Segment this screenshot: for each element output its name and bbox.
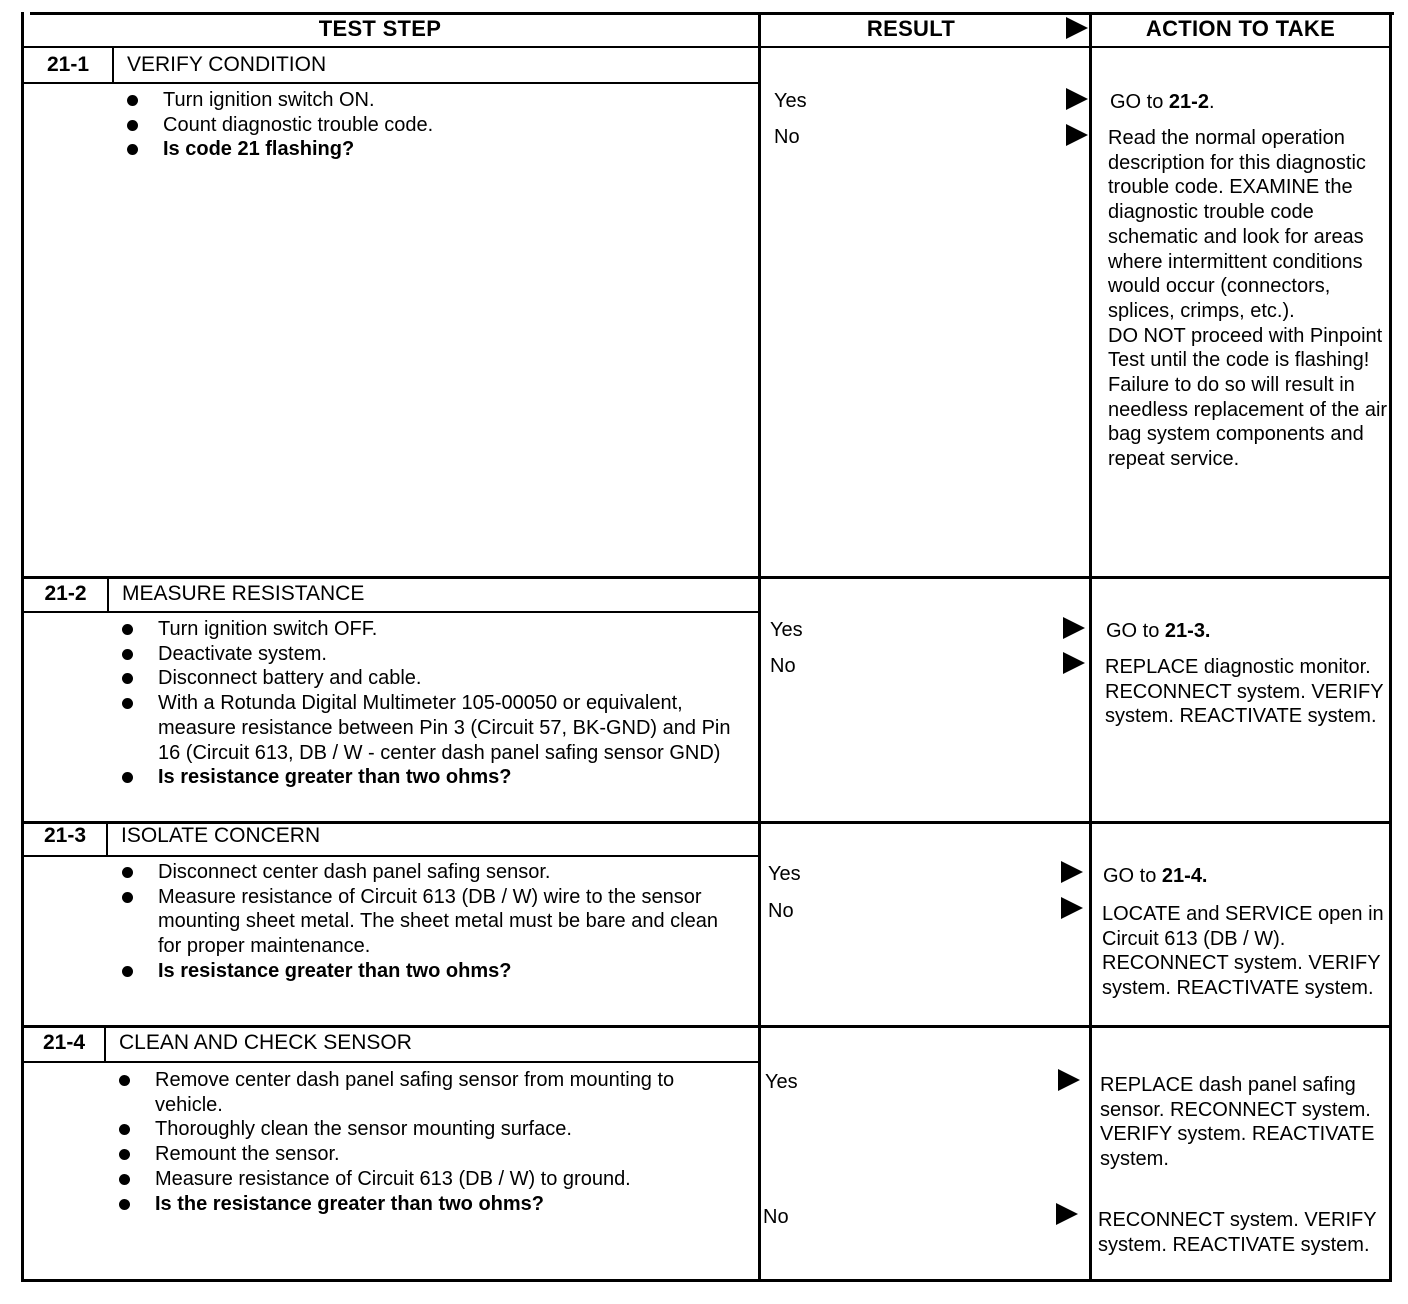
action-yes — [1103, 864, 1385, 889]
step-bullet: Measure resistance of Circuit 613 (DB / W) to ground. — [119, 1167, 689, 1192]
table-border-bottom — [21, 1279, 1392, 1282]
action-yes — [1110, 90, 1392, 115]
step-bullet: Turn ignition switch ON. — [127, 88, 747, 113]
action-no: LOCATE and SERVICE open in Circuit 613 (DB / W). RECONNECT system. VERIFY system. REACTIVATE system. — [1102, 903, 1384, 1000]
step-title-underline — [21, 1061, 759, 1063]
result-yes: Yes — [774, 90, 807, 112]
step-number-divider — [107, 577, 109, 612]
action-no: RECONNECT system. VERIFY system. REACTIVATE system. — [1098, 1209, 1377, 1256]
step-number-divider — [106, 822, 108, 856]
step-question: Is resistance greater than two ohms? — [122, 765, 732, 790]
step-bullet: Deactivate system. — [122, 642, 732, 667]
step-bullet-list — [119, 1068, 689, 1216]
action-text: Read the normal operation description for this diagnostic trouble code. EXAMINE the diagnostic trouble code schematic and look for areas where intermittent conditions would occur (connectors, splices, crimps, etc.). — [1108, 127, 1366, 322]
step-number: 21-4 — [42, 1031, 86, 1054]
step-bullet: Thoroughly clean the sensor mounting surface. — [119, 1117, 689, 1142]
action-warning: DO NOT proceed with Pinpoint Test until the code is flashing! — [1108, 324, 1383, 372]
step-bullet: Measure resistance of Circuit 613 (DB / W) wire to the sensor mounting sheet metal. The sheet metal must be bare and clean for proper maintenance. — [122, 885, 722, 959]
action-text: GO to — [1110, 91, 1169, 113]
step-number: 21-1 — [46, 53, 90, 76]
result-no: No — [763, 1206, 789, 1228]
step-bullet: With a Rotunda Digital Multimeter 105-00050 or equivalent, measure resistance between Pin 3 (Circuit 57, BK-GND) and Pin 16 (Circuit 613, DB / W - center dash panel safing sensor GND) — [122, 691, 732, 765]
step-title: ISOLATE CONCERN — [121, 824, 321, 847]
result-no: No — [774, 126, 800, 148]
arrow-right-icon — [1066, 124, 1088, 146]
step-question: Is resistance greater than two ohms? — [122, 959, 722, 984]
table-border-left — [21, 12, 24, 1282]
step-bullet: Disconnect center dash panel safing sensor. — [122, 860, 722, 885]
column-divider-action — [1089, 12, 1092, 1282]
result-yes: Yes — [765, 1071, 798, 1093]
action-text: GO to — [1103, 865, 1162, 887]
action-yes: REPLACE dash panel safing sensor. RECONNECT system. VERIFY system. REACTIVATE system. — [1100, 1074, 1375, 1171]
step-question: Is code 21 flashing? — [127, 137, 747, 162]
step-question: Is the resistance greater than two ohms? — [119, 1192, 689, 1217]
step-bullet: Remove center dash panel safing sensor from mounting to vehicle. — [119, 1068, 689, 1117]
result-no: No — [770, 655, 796, 677]
step-bullet-list — [127, 88, 747, 162]
step-title-underline — [21, 855, 759, 857]
header-action: ACTION TO TAKE — [1145, 16, 1336, 41]
step-title: CLEAN AND CHECK SENSOR — [119, 1031, 412, 1054]
result-yes: Yes — [770, 619, 803, 641]
header-arrow-icon — [1066, 17, 1088, 39]
result-yes: Yes — [768, 863, 801, 885]
step-title: MEASURE RESISTANCE — [122, 582, 365, 605]
header-result: RESULT — [866, 16, 956, 41]
action-text: GO to — [1106, 620, 1165, 642]
step-bullet: Count diagnostic trouble code. — [127, 113, 747, 138]
step-title-underline — [21, 611, 759, 613]
step-bullet-list — [122, 860, 722, 984]
action-no — [1108, 126, 1390, 472]
step-title-underline — [21, 82, 759, 84]
arrow-right-icon — [1056, 1203, 1078, 1225]
step-number: 21-3 — [43, 824, 87, 847]
step-bullet: Disconnect battery and cable. — [122, 666, 732, 691]
arrow-right-icon — [1061, 861, 1083, 883]
step-reference: 21-4. — [1161, 865, 1208, 887]
action-text: . — [1208, 91, 1215, 113]
step-number-divider — [112, 46, 114, 83]
arrow-right-icon — [1058, 1069, 1080, 1091]
arrow-right-icon — [1066, 88, 1088, 110]
action-no: REPLACE diagnostic monitor. RECONNECT system. VERIFY system. REACTIVATE system. — [1105, 656, 1384, 728]
arrow-right-icon — [1063, 617, 1085, 639]
action-warning: Failure to do so will result in needless replacement of the air bag system components and repeat service. — [1108, 374, 1388, 471]
step-reference: 21-3. — [1164, 620, 1211, 642]
step-reference: 21-2 — [1168, 91, 1209, 113]
step-bullet-list — [122, 617, 732, 790]
header-test-step: TEST STEP — [318, 16, 442, 41]
result-no: No — [768, 900, 794, 922]
arrow-right-icon — [1063, 652, 1085, 674]
action-yes — [1106, 619, 1388, 644]
step-bullet: Turn ignition switch OFF. — [122, 617, 732, 642]
step-number: 21-2 — [44, 582, 87, 605]
step-number-divider — [104, 1026, 106, 1062]
column-divider-result — [758, 12, 761, 1282]
step-bullet: Remount the sensor. — [119, 1142, 689, 1167]
arrow-right-icon — [1061, 897, 1083, 919]
step-title: VERIFY CONDITION — [127, 53, 327, 76]
